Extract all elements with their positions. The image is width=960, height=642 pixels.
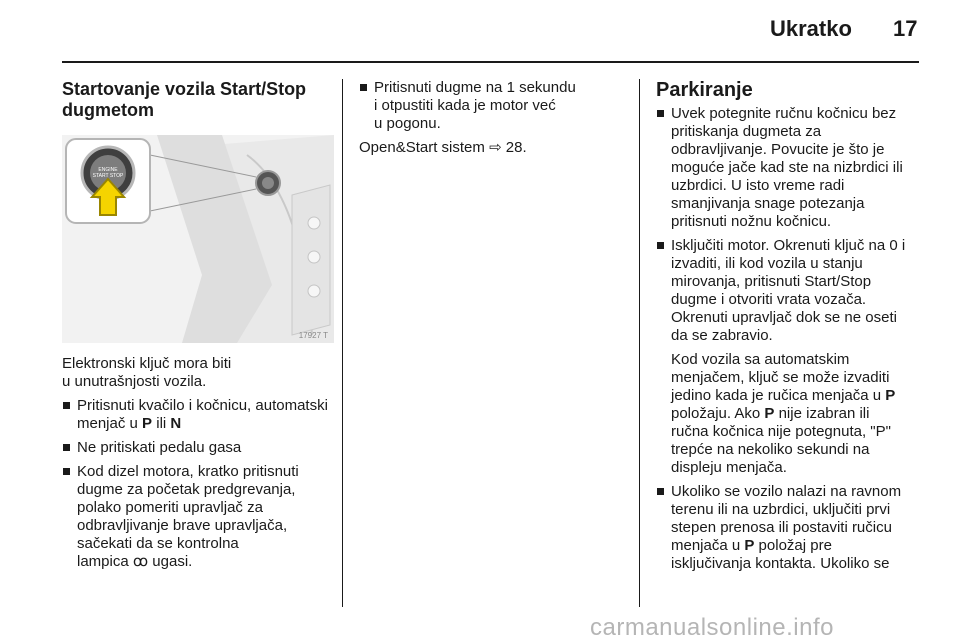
terrain-line-5: isključivanja kontakta. Ukoliko se	[671, 555, 890, 572]
bullet-clutch-brake	[62, 397, 332, 433]
reference-arrow-icon: ⇨	[489, 139, 502, 156]
gear-n: N	[170, 415, 182, 432]
engine-off-line-6: da se zabravio.	[671, 327, 773, 344]
intro-text	[62, 355, 332, 391]
bullet-clutch-text: Pritisnuti kvačilo i kočnicu, automatski menjač u	[77, 397, 328, 432]
handbrake-line-6: smanjivanja snage potezanja	[671, 195, 865, 212]
bullet-flat-terrain	[656, 483, 926, 573]
terrain-line-4b: položaj pre	[754, 537, 832, 554]
auto-line-1: Kod vozila sa automatskim	[671, 351, 850, 368]
gear-p: P	[142, 415, 153, 432]
gear-p: P	[885, 387, 896, 404]
column-start-stop	[62, 79, 332, 577]
bullet-engine-off	[656, 237, 926, 345]
reference-text: Open&Start sistem	[359, 139, 490, 156]
press-line-3: u pogonu.	[374, 115, 441, 132]
terrain-line-4a: menjača u	[671, 537, 745, 554]
gear-p: P	[764, 405, 775, 422]
terrain-line-1: Ukoliko se vozilo nalazi na ravnom	[671, 483, 902, 500]
diesel-line-6a: lampica	[77, 553, 133, 570]
bullet-press-button	[359, 79, 624, 133]
press-line-1: Pritisnuti dugme na 1 sekundu	[374, 79, 576, 96]
gear-p: P	[744, 537, 755, 554]
auto-line-7: displeju menjača.	[671, 459, 787, 476]
intro-line-1: Elektronski ključ mora biti	[62, 355, 232, 372]
diesel-line-1: Kod dizel motora, kratko pritisnuti	[77, 463, 299, 480]
diesel-line-5: sačekati da se kontrolna	[77, 535, 239, 552]
column-parking	[656, 79, 926, 579]
handbrake-line-5: uzbrdici. U isto vreme radi	[671, 177, 845, 194]
handbrake-line-2: pritiskanja dugmeta za	[671, 123, 822, 140]
watermark: carmanualsonline.info	[590, 614, 834, 641]
handbrake-line-4: moguće jače kad ste na nizbrdici ili	[671, 159, 903, 176]
diesel-line-4: odbravljivanje brave upravljača,	[77, 517, 288, 534]
figure-label: 17927 T	[298, 331, 328, 340]
diesel-line-6b: ugasi.	[148, 553, 193, 570]
auto-line-6: trepće na nekoliko sekundi na	[671, 441, 870, 458]
column-divider-right	[639, 79, 640, 607]
bullet-no-gas: Ne pritiskati pedalu gasa	[62, 439, 332, 457]
bullet-diesel	[62, 463, 332, 571]
svg-text:START STOP: START STOP	[92, 173, 124, 179]
engine-off-line-1: Isključiti motor. Okrenuti ključ na 0 i	[671, 237, 906, 254]
diesel-line-3: polako pomeriti upravljač za	[77, 499, 263, 516]
bullet-handbrake	[656, 105, 926, 231]
terrain-line-3: stepen prenosa ili postaviti ručicu	[671, 519, 892, 536]
page-header-title: Ukratko	[770, 16, 852, 41]
column-divider-left	[342, 79, 343, 607]
svg-text:ENGINE: ENGINE	[98, 167, 118, 173]
press-line-2: i otpustiti kada je motor već	[374, 97, 556, 114]
auto-line-3: jedino kada je ručica menjača u	[671, 387, 886, 404]
diesel-line-2: dugme za početak predgrevanja,	[77, 481, 296, 498]
handbrake-line-7: pritisnuti nožnu kočnicu.	[671, 213, 832, 230]
cross-reference	[359, 139, 624, 157]
engine-off-line-5: Okrenuti upravljač dok se ne oseti	[671, 309, 897, 326]
auto-line-4b: nije izabran ili	[774, 405, 870, 422]
page-number: 17	[893, 16, 918, 41]
start-stop-illustration	[62, 135, 334, 343]
reference-page: 28.	[501, 139, 527, 156]
engine-off-line-2: izvaditi, ili kod vozila u stanju	[671, 255, 863, 272]
or-text: ili	[152, 415, 171, 432]
section-heading-start-stop: Startovanje vozila Start/Stop dugmetom	[62, 79, 307, 120]
auto-line-2: menjačem, ključ se može izvaditi	[671, 369, 890, 386]
engine-off-line-3: mirovanja, pritisnuti Start/Stop	[671, 273, 872, 290]
intro-line-2: u unutrašnjosti vozila.	[62, 373, 207, 390]
automatic-transmission-note	[656, 351, 926, 477]
section-heading-parking: Parkiranje	[656, 79, 753, 101]
engine-off-line-4: dugme i otvoriti vrata vozača.	[671, 291, 867, 308]
preheat-icon: ꝏ	[132, 553, 149, 570]
auto-line-5: ručna kočnica nije potegnuta, "P"	[671, 423, 891, 440]
handbrake-line-1: Uvek potegnite ručnu kočnicu bez	[671, 105, 897, 122]
terrain-line-2: terenu ili na uzbrdici, uključiti prvi	[671, 501, 891, 518]
handbrake-line-3: odbravljivanje. Povucite je što je	[671, 141, 885, 158]
column-middle	[359, 79, 624, 163]
auto-line-4a: položaju. Ako	[671, 405, 765, 422]
header-rule	[62, 61, 919, 63]
dashboard-illustration	[62, 135, 334, 343]
